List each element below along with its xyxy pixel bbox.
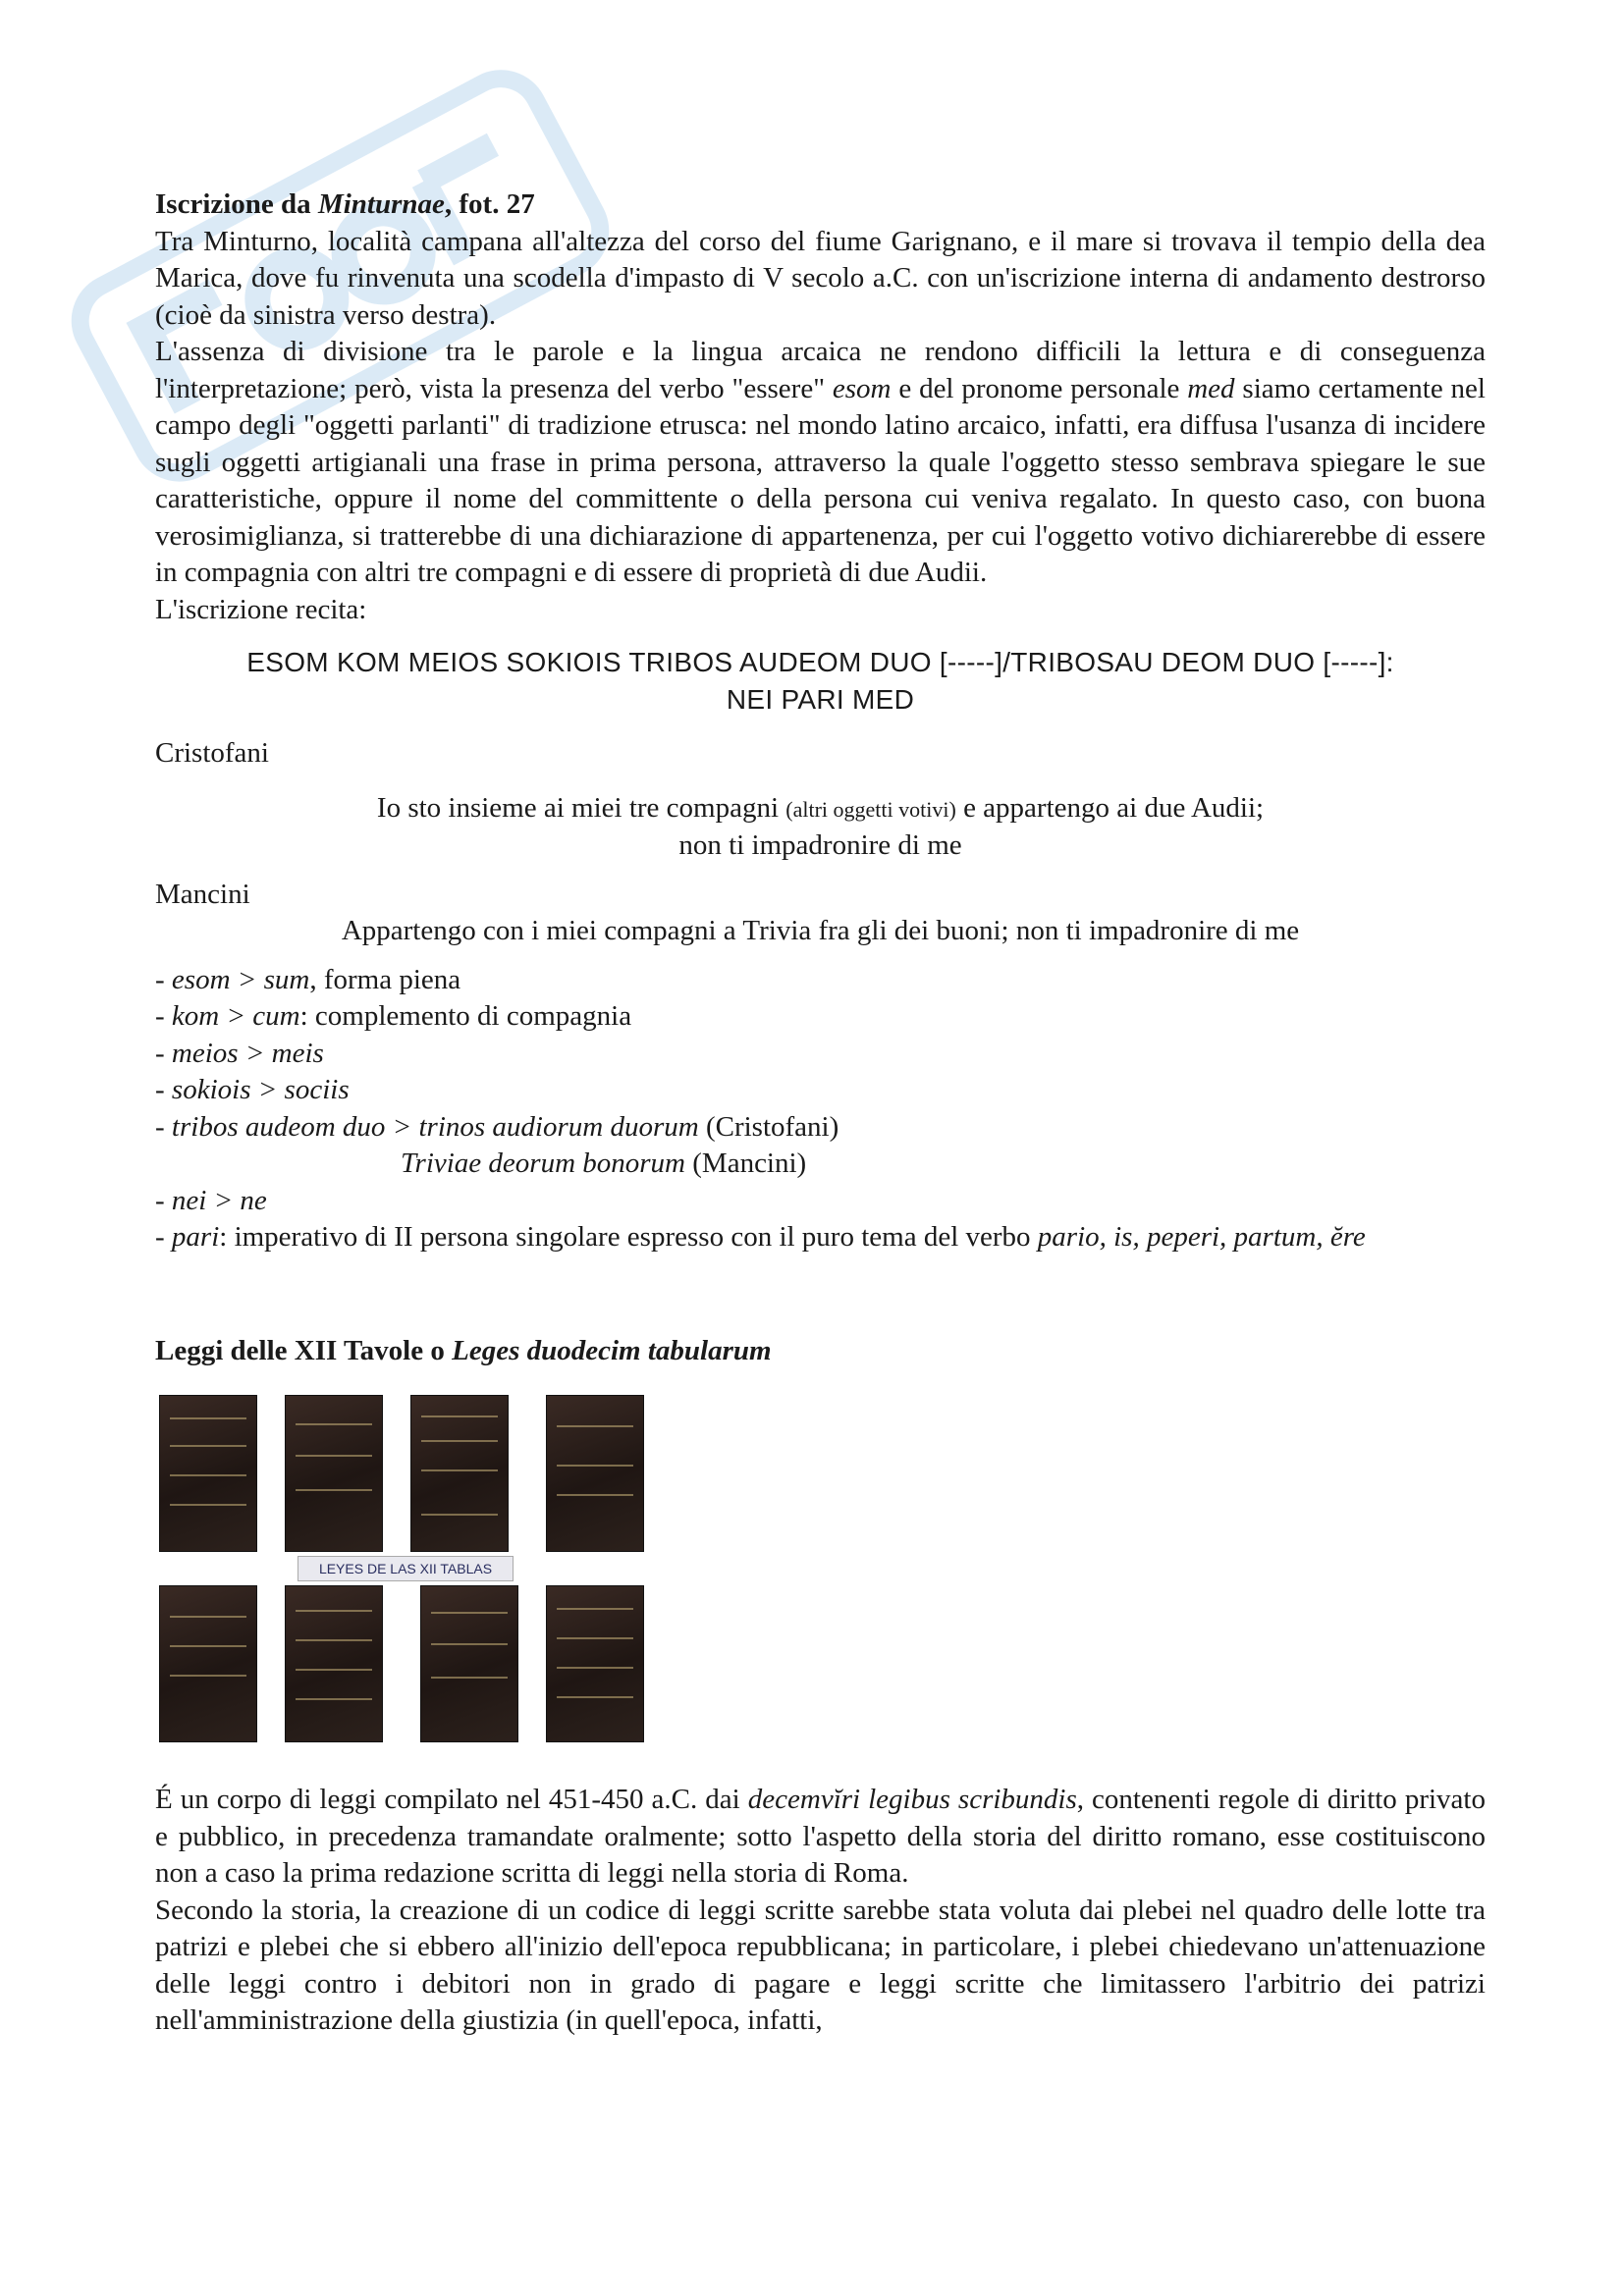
- list-item: - tribos audeom duo > trinos audiorum duorum (Cristofani): [155, 1110, 839, 1143]
- author-label: Mancini: [155, 878, 250, 910]
- paragraph: É un corpo di leggi compilato nel 451-450 a.C. dai decemvĭri legibus scribundis, contenenti regole di diritto privato e pubblico, in precedenza tramandate oralmente; sotto l'aspetto della storia del diritto romano, esse costituiscono non a caso la prima redazione scritta di leggi nella storia di Roma.: [155, 1784, 1486, 1889]
- list-item: - pari: imperativo di II persona singolare espresso con il puro tema del verbo pario, is, peperi, partum, ĕre: [155, 1221, 1366, 1253]
- tablet-image: [285, 1585, 383, 1742]
- xii-tables-image: [155, 1391, 654, 1744]
- paragraph: Tra Minturno, località campana all'altezza del corso del fiume Garignano, e il mare si trovava il tempio della dea Marica, dove fu rinvenuta una scodella d'impasto di V secolo a.C. con un'iscrizione interna di andamento destrorso (cioè da sinistra verso destra).: [155, 225, 1486, 331]
- author-label: Cristofani: [155, 737, 269, 769]
- list-item: - esom > sum, forma piena: [155, 963, 461, 995]
- translation-mancini: Appartengo con i miei compagni a Trivia fra gli dei buoni; non ti impadronire di me: [341, 915, 1300, 946]
- list-item: - nei > ne: [155, 1184, 267, 1216]
- section-title-xii-tavole: Leggi delle XII Tavole o Leges duodecim tabularum: [155, 1334, 772, 1366]
- list-item: - kom > cum: complemento di compagnia: [155, 1000, 632, 1032]
- image-banner: LEYES DE LAS XII TABLAS: [298, 1556, 514, 1581]
- paragraph: Secondo la storia, la creazione di un codice di leggi scritte sarebbe stata voluta dai plebei nel quadro delle lotte tra patrizi e plebei che si ebbero all'inizio dell'epoca repubblicana; in particolare, i plebei chiedevano un'attenuazione delle leggi contro i debitori non in grado di pagare e leggi scritte che limitassero l'arbitrio dei patrizi nell'amministrazione della giustizia (in quell'epoca, infatti,: [155, 1894, 1486, 2036]
- paragraph: L'assenza di divisione tra le parole e la lingua arcaica ne rendono difficili la lettura e di conseguenza l'interpretazione; però, vista la presenza del verbo "essere" esom e del pronome personale med siamo certamente nel campo degli "oggetti parlanti" di tradizione etrusca: nel mondo latino arcaico, infatti, era diffusa l'usanza di incidere sugli oggetti artigianali una frase in prima persona, attraverso la quale l'oggetto stesso sembrava spiegare le sue caratteristiche, oppure il nome del committente o della persona cui veniva regalato. In questo caso, con buona verosimiglianza, si tratterebbe di una dichiarazione di appartenenza, per cui l'oggetto votivo dichiarerebbe di essere in compagnia con altri tre compagni e di essere di proprietà di due Audii.: [155, 336, 1486, 588]
- list-item: Triviae deorum bonorum (Mancini): [401, 1148, 807, 1179]
- document-page: [155, 187, 1486, 2040]
- translation-cristofani: Io sto insieme ai miei tre compagni (altri oggetti votivi) e appartengo ai due Audii; non ti impadronire di me: [376, 791, 1265, 861]
- list-item: - meios > meis: [155, 1037, 324, 1069]
- section-title-minturnae: Iscrizione da Minturnae, fot. 27: [155, 188, 535, 220]
- list-item: - sokiois > sociis: [155, 1074, 350, 1105]
- tablet-image: [546, 1585, 644, 1742]
- tablet-image: [420, 1585, 518, 1742]
- tablet-image: [159, 1395, 257, 1552]
- tablet-image: [546, 1395, 644, 1552]
- glossary-notes: [155, 962, 1486, 1256]
- tablet-image: [410, 1395, 509, 1552]
- paragraph: L'iscrizione recita:: [155, 593, 367, 625]
- inscription-text: ESOM KOM MEIOS SOKIOIS TRIBOS AUDEOM DUO [-----]/TRIBOSAU DEOM DUO [-----]: NEI PARI MED: [246, 647, 1394, 715]
- tablet-image: [159, 1585, 257, 1742]
- tablet-image: [285, 1395, 383, 1552]
